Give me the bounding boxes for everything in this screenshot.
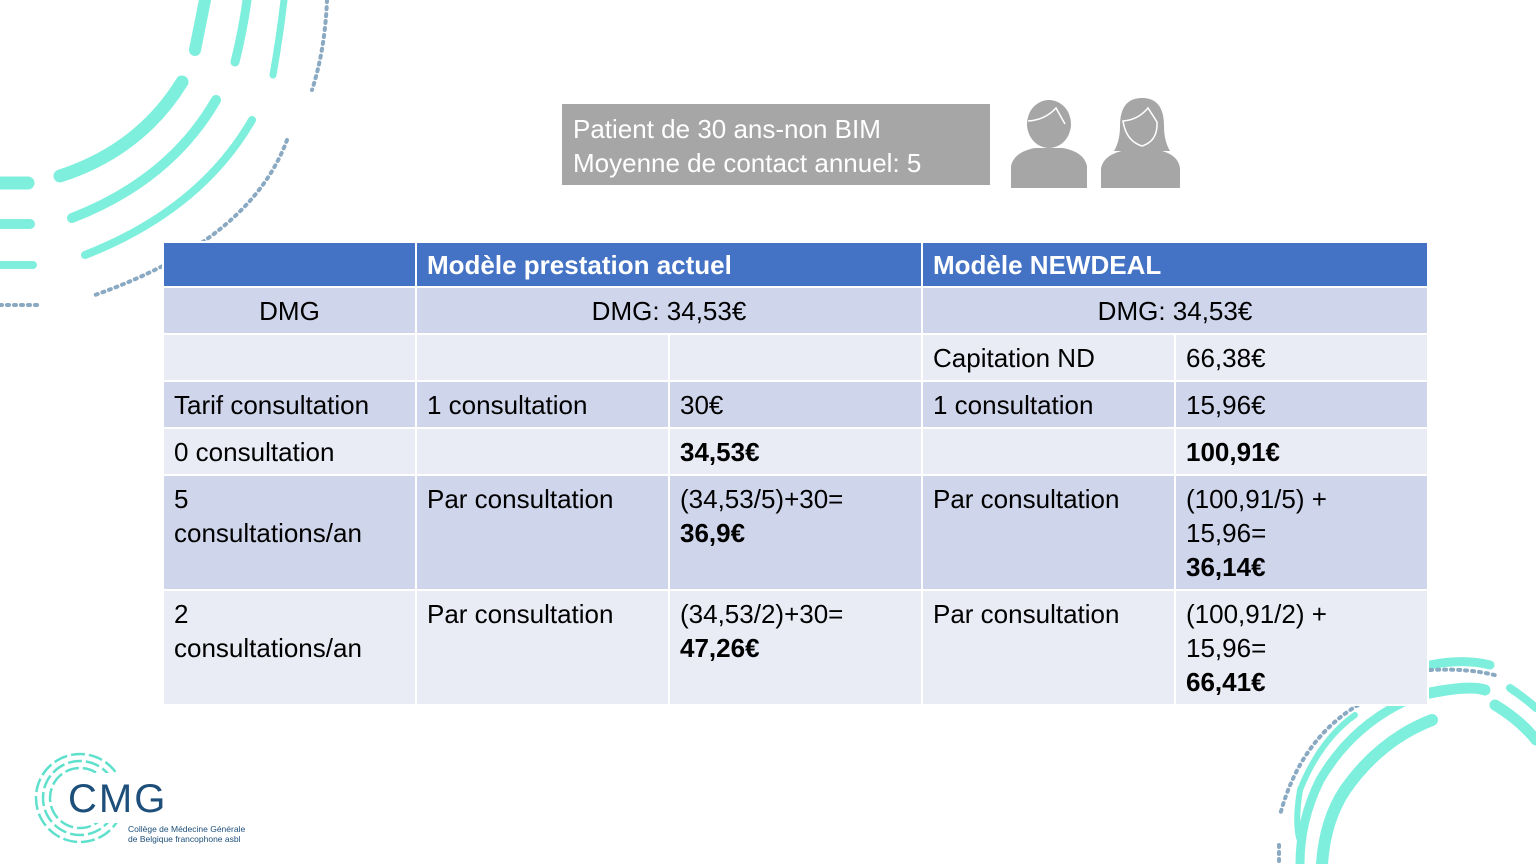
row-label — [163, 334, 416, 381]
logo-subtitle: Collège de Médecine Générale de Belgique francophone asbl — [128, 824, 246, 844]
cell-actuel-a — [416, 428, 669, 475]
cell-actuel-a: Par consultation — [416, 590, 669, 705]
row-label: 5 consultations/an — [163, 475, 416, 590]
cell-actuel-b: 30€ — [669, 381, 922, 428]
patient-profile-text: Patient de 30 ans-non BIM — [573, 114, 881, 144]
cell-actuel-b — [669, 334, 922, 381]
header-modele-actuel: Modèle prestation actuel — [416, 242, 922, 287]
cell-dmg-actuel: DMG: 34,53€ — [416, 287, 922, 334]
cell-newdeal-a — [922, 428, 1175, 475]
result-value: 36,9€ — [680, 518, 746, 548]
result-value: 36,14€ — [1186, 552, 1266, 582]
cell-newdeal-b: (100,91/2) + 15,96= 66,41€ — [1175, 590, 1428, 705]
table-row-2-consultations — [163, 590, 1428, 705]
table-row-capitation — [163, 334, 1428, 381]
cell-actuel-b: (34,53/5)+30= 36,9€ — [669, 475, 922, 590]
table-header-row — [163, 242, 1428, 287]
row-label: 0 consultation — [163, 428, 416, 475]
cell-actuel-a — [416, 334, 669, 381]
table-row-dmg — [163, 287, 1428, 334]
logo-wordmark: CMG — [68, 777, 168, 821]
cell-dmg-newdeal: DMG: 34,53€ — [922, 287, 1428, 334]
comparison-table — [162, 241, 1429, 706]
result-value: 66,41€ — [1186, 667, 1266, 697]
cell-newdeal-a: Par consultation — [922, 475, 1175, 590]
table-row-5-consultations — [163, 475, 1428, 590]
cell-actuel-total: 34,53€ — [669, 428, 922, 475]
annual-contact-average-text: Moyenne de contact annuel: 5 — [573, 148, 922, 178]
cell-newdeal-a: Par consultation — [922, 590, 1175, 705]
female-person-icon — [1101, 98, 1180, 188]
cell-actuel-a: 1 consultation — [416, 381, 669, 428]
cell-newdeal-b: 15,96€ — [1175, 381, 1428, 428]
header-empty — [163, 242, 416, 287]
row-label: 2 consultations/an — [163, 590, 416, 705]
patients-icon — [1010, 96, 1182, 188]
cell-actuel-b: (34,53/2)+30= 47,26€ — [669, 590, 922, 705]
row-label: DMG — [163, 287, 416, 334]
cell-newdeal-a: Capitation ND — [922, 334, 1175, 381]
cell-newdeal-total: 100,91€ — [1175, 428, 1428, 475]
patient-info-box — [562, 104, 990, 185]
cell-newdeal-b: (100,91/5) + 15,96= 36,14€ — [1175, 475, 1428, 590]
table-row-0-consultation — [163, 428, 1428, 475]
cell-newdeal-b: 66,38€ — [1175, 334, 1428, 381]
row-label: Tarif consultation — [163, 381, 416, 428]
header-modele-newdeal: Modèle NEWDEAL — [922, 242, 1428, 287]
cell-actuel-a: Par consultation — [416, 475, 669, 590]
table-row-tarif — [163, 381, 1428, 428]
result-value: 47,26€ — [680, 633, 760, 663]
cell-newdeal-a: 1 consultation — [922, 381, 1175, 428]
